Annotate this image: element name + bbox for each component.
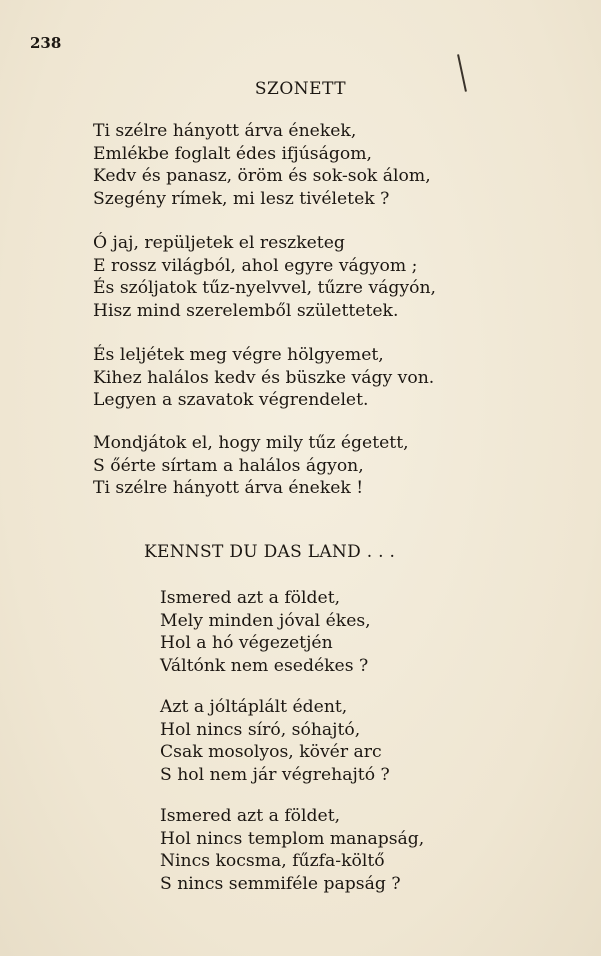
page-number: 238: [30, 34, 62, 52]
poem2-stanza-1: [160, 587, 371, 677]
poem-line: És szóljatok tűz-nyelvvel, tűzre vágyón,: [93, 278, 436, 299]
poem-line: Mondjátok el, hogy mily tűz égetett,: [93, 433, 409, 453]
poem-line: Hisz mind szerelemből születtetek.: [93, 300, 399, 321]
poem-line: És leljétek meg végre hölgyemet,: [93, 345, 384, 365]
poem-line: S nincs semmiféle papság ?: [160, 873, 401, 894]
poem-line: Kedv és panasz, öröm és sok-sok álom,: [93, 166, 431, 187]
poem-line: Hol nincs síró, sóhajtó,: [160, 719, 361, 740]
poem-line: Mely minden jóval ékes,: [160, 610, 371, 631]
poem1-stanza-3: [93, 344, 434, 412]
poem1-stanza-2: [93, 232, 436, 322]
poem-line: Váltónk nem esedékes ?: [160, 655, 369, 676]
poem-line: Hol a hó végezetjén: [160, 633, 333, 654]
poem-line: S hol nem jár végrehajtó ?: [160, 764, 390, 785]
poem-line: Azt a jóltáplált édent,: [160, 697, 348, 717]
poem-title-kennst-du-das-land: KENNST DU DAS LAND . . .: [144, 542, 396, 562]
poem1-stanza-1: [93, 120, 431, 210]
poem-line: Ismered azt a földet,: [160, 588, 341, 608]
poem-line: Legyen a szavatok végrendelet.: [93, 390, 369, 411]
poem-line: Ismered azt a földet,: [160, 806, 341, 826]
poem2-stanza-2: [160, 696, 390, 786]
poem-line: Nincs kocsma, fűzfa-költő: [160, 851, 385, 872]
poem-line: Csak mosolyos, kövér arc: [160, 742, 382, 763]
poem-line: Szegény rímek, mi lesz tivéletek ?: [93, 188, 390, 209]
poem-line: S őérte sírtam a halálos ágyon,: [93, 455, 364, 476]
poem-line: Emlékbe foglalt édes ifjúságom,: [93, 143, 372, 164]
poem-line: Ó jaj, repüljetek el reszketeg: [93, 233, 345, 253]
poem-line: Kihez halálos kedv és büszke vágy von.: [93, 367, 435, 388]
poem-line: Ti szélre hányott árva énekek,: [93, 121, 357, 141]
poem-title-szonett: SZONETT: [254, 79, 347, 99]
poem-line: Hol nincs templom manapság,: [160, 828, 425, 849]
poem-line: Ti szélre hányott árva énekek !: [93, 478, 364, 499]
poem-line: E rossz világból, ahol egyre vágyom ;: [93, 255, 418, 276]
poem1-stanza-4: [93, 432, 409, 500]
poem2-stanza-3: [160, 805, 424, 895]
